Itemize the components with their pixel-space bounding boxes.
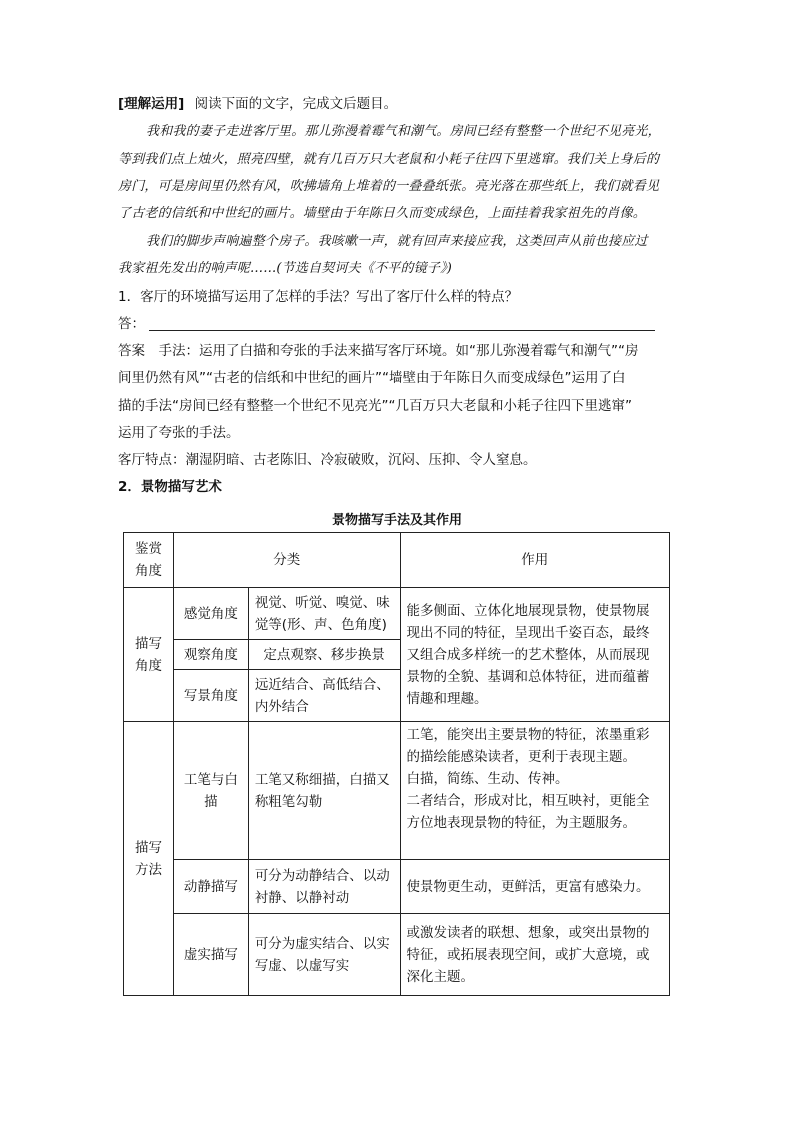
category-name-cell: 观察角度 bbox=[173, 640, 248, 670]
answer-field-row bbox=[118, 314, 678, 334]
question-1: 1．客厅的环境描写运用了怎样的手法？写出了客厅什么样的特点？ bbox=[118, 289, 519, 305]
instruction-text: 阅读下面的文字，完成文后题目。 bbox=[194, 96, 398, 112]
category-detail-cell: 视觉、听觉、嗅觉、味 觉等(形、声、色角度) bbox=[248, 588, 400, 640]
category-detail-cell: 工笔又称细描，白描又 称粗笔勾勒 bbox=[248, 722, 400, 860]
category-name-cell: 动静描写 bbox=[173, 860, 248, 914]
table-row bbox=[124, 588, 670, 640]
passage-line: 我们的脚步声响遍整个房子。我咳嗽一声，就有回声来接应我，这类回声从前也接应过 bbox=[146, 234, 648, 249]
answer-blank-line[interactable] bbox=[149, 316, 655, 331]
header-angle-cell: 鉴赏 角度 bbox=[124, 533, 174, 588]
header-effect-cell: 作用 bbox=[400, 533, 669, 588]
answer-text-line: 间里仍然有风”“古老的信纸和中世纪的画片”“墙壁由于年陈日久而变成绿色”运用了白 bbox=[118, 370, 626, 386]
category-name-cell: 虚实描写 bbox=[173, 914, 248, 996]
table-header-row bbox=[124, 533, 670, 588]
category-name-cell: 感觉角度 bbox=[173, 588, 248, 640]
category-detail-cell: 远近结合、高低结合、 内外结合 bbox=[248, 670, 400, 722]
group-label-cell: 描写 角度 bbox=[124, 588, 174, 722]
answer-text-line: 描的手法“房间已经有整整一个世纪不见亮光”“几百万只大老鼠和小耗子往四下里逃窜” bbox=[118, 398, 632, 414]
table-row bbox=[124, 860, 670, 914]
group-label-cell: 描写 方法 bbox=[124, 722, 174, 996]
category-detail-cell: 可分为虚实结合、以实 写虚、以虚写实 bbox=[248, 914, 400, 996]
answer-label: 答： bbox=[118, 316, 145, 332]
passage-line: 房门，可是房间里仍然有风，吹拂墙角上堆着的一叠叠纸张。亮光落在那些纸上，我们就看见 bbox=[118, 179, 660, 194]
header-category-cell: 分类 bbox=[173, 533, 400, 588]
room-features-line: 客厅特点：潮湿阴暗、古老陈旧、冷寂破败，沉闷、压抑、令人窒息。 bbox=[118, 452, 537, 468]
technique-table bbox=[123, 532, 670, 996]
table-title: 景物描写手法及其作用 bbox=[331, 513, 462, 528]
effect-cell: 能多侧面、立体化地展现景物，使景物展 现出不同的特征，呈现出千姿百态，最终 又组合成多样统一的艺术整体，从而展现 景物的全貌、基调和总体特征，进而蕴蓄 情趣和理趣。 bbox=[400, 588, 669, 722]
passage-line: 我和我的妻子走进客厅里。那儿弥漫着霉气和潮气。房间已经有整整一个世纪不见亮光， bbox=[146, 124, 661, 139]
category-detail-cell: 可分为动静结合、以动 衬静、以静衬动 bbox=[248, 860, 400, 914]
effect-cell: 或激发读者的联想、想象，或突出景物的 特征，或拓展表现空间，或扩大意境，或 深化主题。 bbox=[400, 914, 669, 996]
category-detail-cell: 定点观察、移步换景 bbox=[248, 640, 400, 670]
table-row bbox=[124, 914, 670, 996]
section-2-title: 2．景物描写艺术 bbox=[118, 479, 222, 495]
passage-line: 我家祖先发出的响声呢……(节选自契诃夫《不平的镜子》) bbox=[118, 261, 453, 276]
effect-cell: 使景物更生动，更鲜活，更富有感染力。 bbox=[400, 860, 669, 914]
answer-text-line: 运用了夸张的手法。 bbox=[118, 425, 240, 441]
answer-text-line: 答案 手法：运用了白描和夸张的手法来描写客厅环境。如“那儿弥漫着霉气和潮气”“房 bbox=[118, 343, 639, 359]
passage-line: 等到我们点上烛火，照亮四壁，就有几百万只大老鼠和小耗子往四下里逃窜。我们关上身后的 bbox=[118, 152, 660, 167]
passage-line: 了古老的信纸和中世纪的画片。墙壁由于年陈日久而变成绿色，上面挂着我家祖先的肖像。 bbox=[118, 206, 647, 221]
category-name-cell: 工笔与白 描 bbox=[173, 722, 248, 860]
section-tag: [理解运用] bbox=[118, 96, 185, 112]
table-row bbox=[124, 722, 670, 860]
effect-cell: 工笔，能突出主要景物的特征，浓墨重彩 的描绘能感染读者，更利于表现主题。 白描，简练、生动、传神。 二者结合，形成对比，相互映衬，更能全 方位地表现景物的特征，为主题服务。 bbox=[400, 722, 669, 860]
intro-line bbox=[118, 94, 678, 114]
category-name-cell: 写景角度 bbox=[173, 670, 248, 722]
